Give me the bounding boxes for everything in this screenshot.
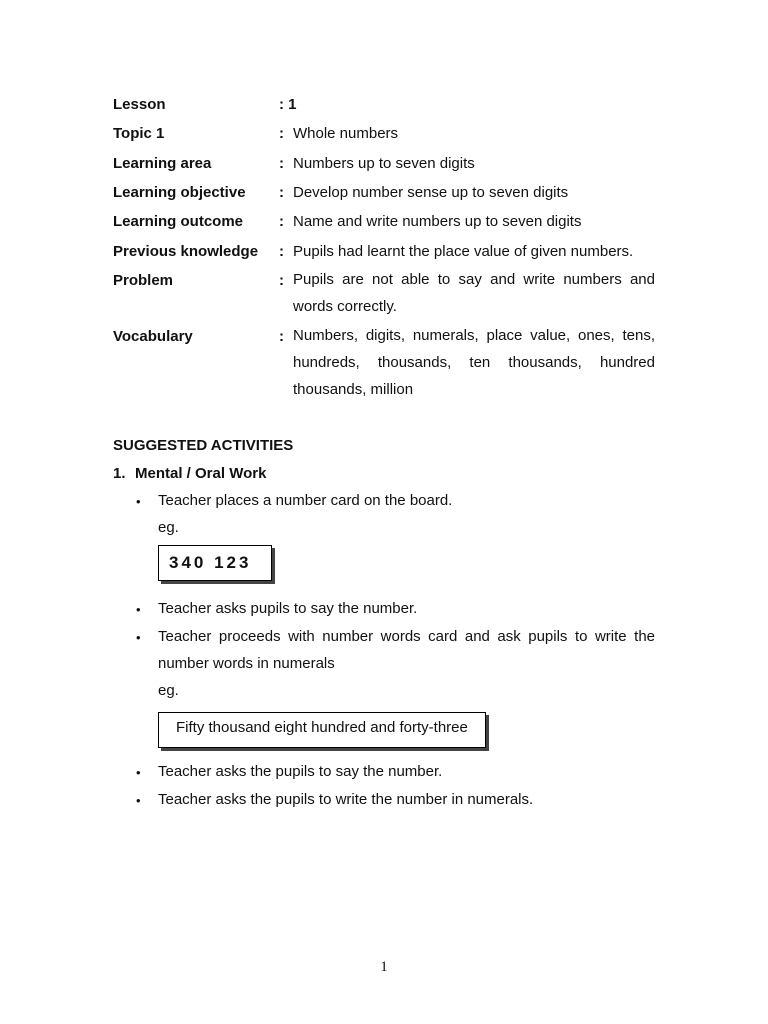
previous-knowledge-value: Pupils had learnt the place value of given numbers. bbox=[293, 243, 634, 260]
page-number: 1 bbox=[380, 959, 388, 975]
number-words-card-text: Fifty thousand eight hundred and forty-three bbox=[176, 719, 468, 736]
previous-knowledge-colon: : bbox=[279, 243, 284, 260]
bullet-icon: • bbox=[136, 494, 141, 509]
learning-area-value: Numbers up to seven digits bbox=[293, 155, 475, 172]
learning-objective-label: Learning objective bbox=[113, 184, 246, 201]
vocabulary-label: Vocabulary bbox=[113, 328, 193, 345]
lesson-value: : 1 bbox=[279, 96, 297, 113]
bullet-icon: • bbox=[136, 630, 141, 645]
eg-label-2: eg. bbox=[158, 682, 179, 699]
vocabulary-value: Numbers, digits, numerals, place value, ones, tens, hundreds, thousands, ten thousands, hundred thousands, million bbox=[293, 327, 655, 398]
problem-value: Pupils are not able to say and write numbers and words correctly. bbox=[293, 271, 655, 315]
bullet-icon: • bbox=[136, 793, 141, 808]
eg-label-1: eg. bbox=[158, 519, 179, 536]
topic-value: Whole numbers bbox=[293, 125, 399, 142]
learning-outcome-label: Learning outcome bbox=[113, 213, 244, 230]
learning-objective-value: Develop number sense up to seven digits bbox=[293, 184, 569, 201]
learning-outcome-value: Name and write numbers up to seven digits bbox=[293, 213, 582, 230]
number-card-text: 340 123 bbox=[169, 553, 252, 572]
previous-knowledge-label: Previous knowledge bbox=[113, 243, 259, 260]
bullet-icon: • bbox=[136, 602, 141, 617]
section-title: SUGGESTED ACTIVITIES bbox=[113, 437, 294, 454]
vocabulary-colon: : bbox=[279, 328, 284, 345]
bullet-text-4: Teacher asks the pupils to say the number. bbox=[158, 763, 443, 780]
activity-title: Mental / Oral Work bbox=[135, 465, 267, 482]
bullet-text-1: Teacher places a number card on the board. bbox=[158, 492, 453, 509]
bullet-text-5: Teacher asks the pupils to write the number in numerals. bbox=[158, 791, 534, 808]
lesson-label: Lesson bbox=[113, 96, 166, 113]
learning-outcome-colon: : bbox=[279, 213, 284, 230]
topic-label: Topic 1 bbox=[113, 125, 165, 142]
problem-label: Problem bbox=[113, 272, 174, 289]
bullet-text-3: Teacher proceeds with number words card and ask pupils to write the number words in numerals bbox=[158, 628, 655, 672]
learning-objective-colon: : bbox=[279, 184, 284, 201]
bullet-text-2: Teacher asks pupils to say the number. bbox=[158, 600, 418, 617]
learning-area-colon: : bbox=[279, 155, 284, 172]
number-words-card bbox=[158, 712, 486, 748]
problem-colon: : bbox=[279, 272, 284, 289]
number-card bbox=[158, 545, 272, 581]
activity-number: 1. bbox=[113, 465, 126, 482]
bullet-icon: • bbox=[136, 765, 141, 780]
topic-colon: : bbox=[279, 125, 284, 142]
learning-area-label: Learning area bbox=[113, 155, 212, 172]
